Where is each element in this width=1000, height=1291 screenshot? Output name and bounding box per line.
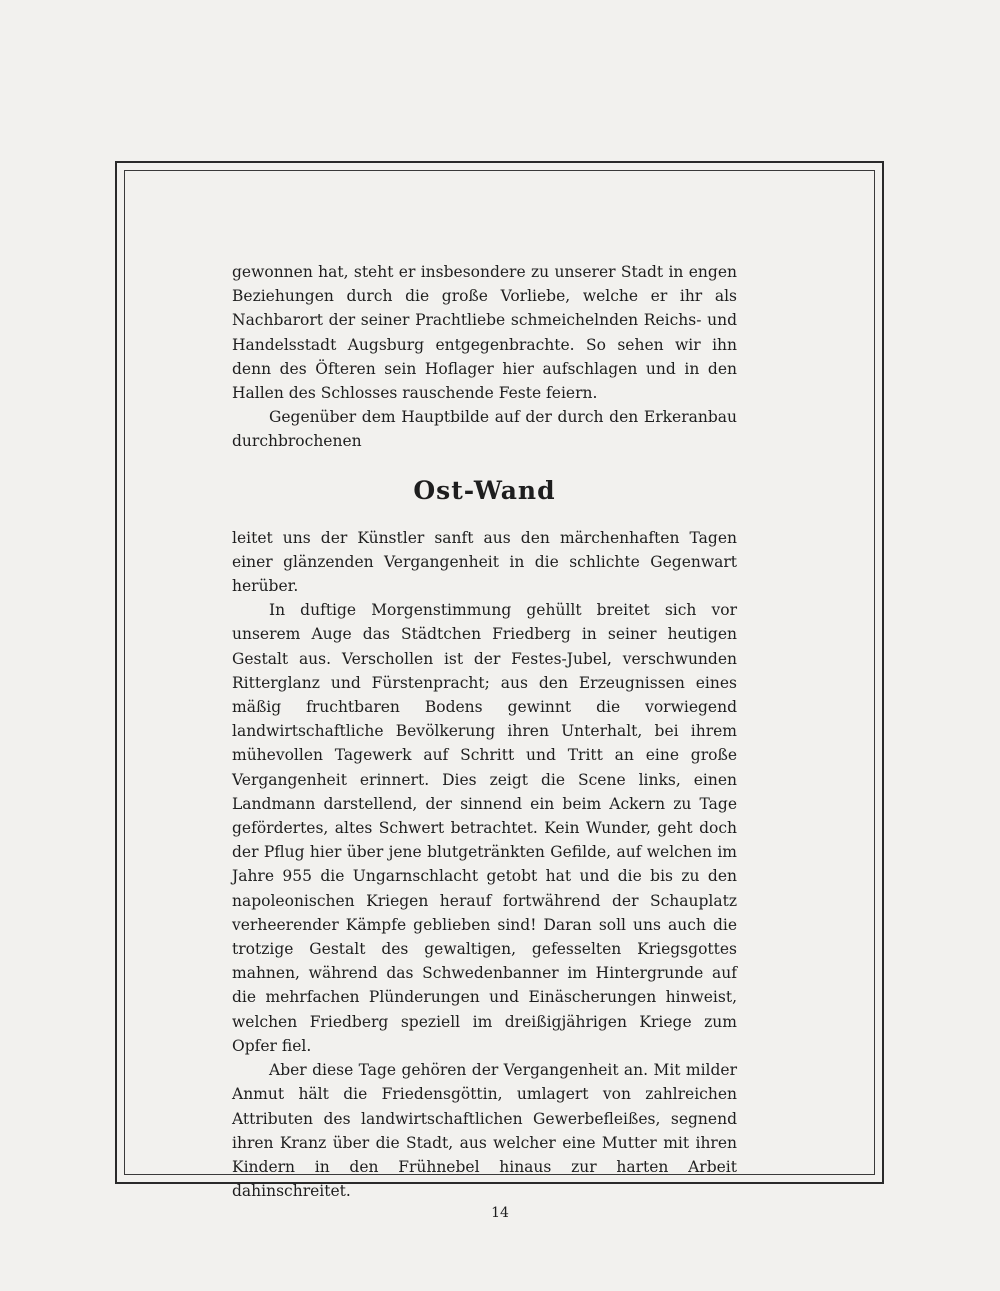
- section-heading: Ost-Wand: [413, 475, 556, 505]
- paragraph-3: leitet uns der Künstler sanft aus den märchenhaften Tagen einer glänzenden Vergangenheit in die schlichte Gegenwart herüber.: [232, 528, 737, 596]
- paragraph-4: In duftige Morgenstimmung gehüllt breitet sich vor unserem Auge das Städtchen Friedberg in seiner heutigen Gestalt aus. Verschollen ist der Festes-Jubel, verschwunden Ritterglanz und Fürstenpracht; aus den Erzeugnissen eines mäßig fruchtbaren Bodens gewinnt die vorwiegend landwirtschaftliche Bevölkerung ihren Unterhalt, bei ihrem mühevollen Tagewerk auf Schritt und Tritt an eine große Vergangenheit erinnert. Dies zeigt die Scene links, einen Landmann darstellend, der sinnend ein beim Ackern zu Tage gefördertes, altes Schwert betrachtet. Kein Wunder, geht doch der Pflug hier über jene blutgetränkten Gefilde, auf welchen im Jahre 955 die Ungarnschlacht getobt hat und die bis zu den napoleonischen Kriegen herauf fortwährend der Schauplatz verheerender Kämpfe geblieben sind! Daran soll uns auch die trotzige Gestalt des gewaltigen, gefesselten Kriegsgottes mahnen, während das Schwedenbanner im Hintergrunde auf die mehrfachen Plünderungen und Einäscherungen hinweist, welchen Friedberg speziell im dreißigjährigen Kriege zum Opfer fiel.: [232, 601, 737, 1055]
- paragraph-1: gewonnen hat, steht er insbesondere zu unserer Stadt in engen Beziehungen durch die große Vorliebe, welche er ihr als Nachbarort der seiner Prachtliebe schmeichelnden Reichs- und Handelsstadt Augsburg entgegenbrachte. So sehen wir ihn denn des Öfteren sein Hoflager hier aufschlagen und in den Hallen des Schlosses rauschende Feste feiern.: [232, 263, 737, 403]
- paragraph-5: Aber diese Tage gehören der Vergangenheit an. Mit milder Anmut hält die Friedensgöttin, umlagert von zahlreichen Attributen des landwirtschaftlichen Gewerbefleißes, segnend ihren Kranz über die Stadt, aus welcher eine Mutter mit ihren Kindern in den Frühnebel hinaus zur harten Arbeit dahinschreitet.: [232, 1061, 737, 1201]
- paragraph-2: Gegenüber dem Hauptbilde auf der durch den Erkeranbau durchbrochenen: [232, 408, 737, 451]
- body-text: [232, 260, 737, 1203]
- page-number: 14: [491, 1205, 509, 1221]
